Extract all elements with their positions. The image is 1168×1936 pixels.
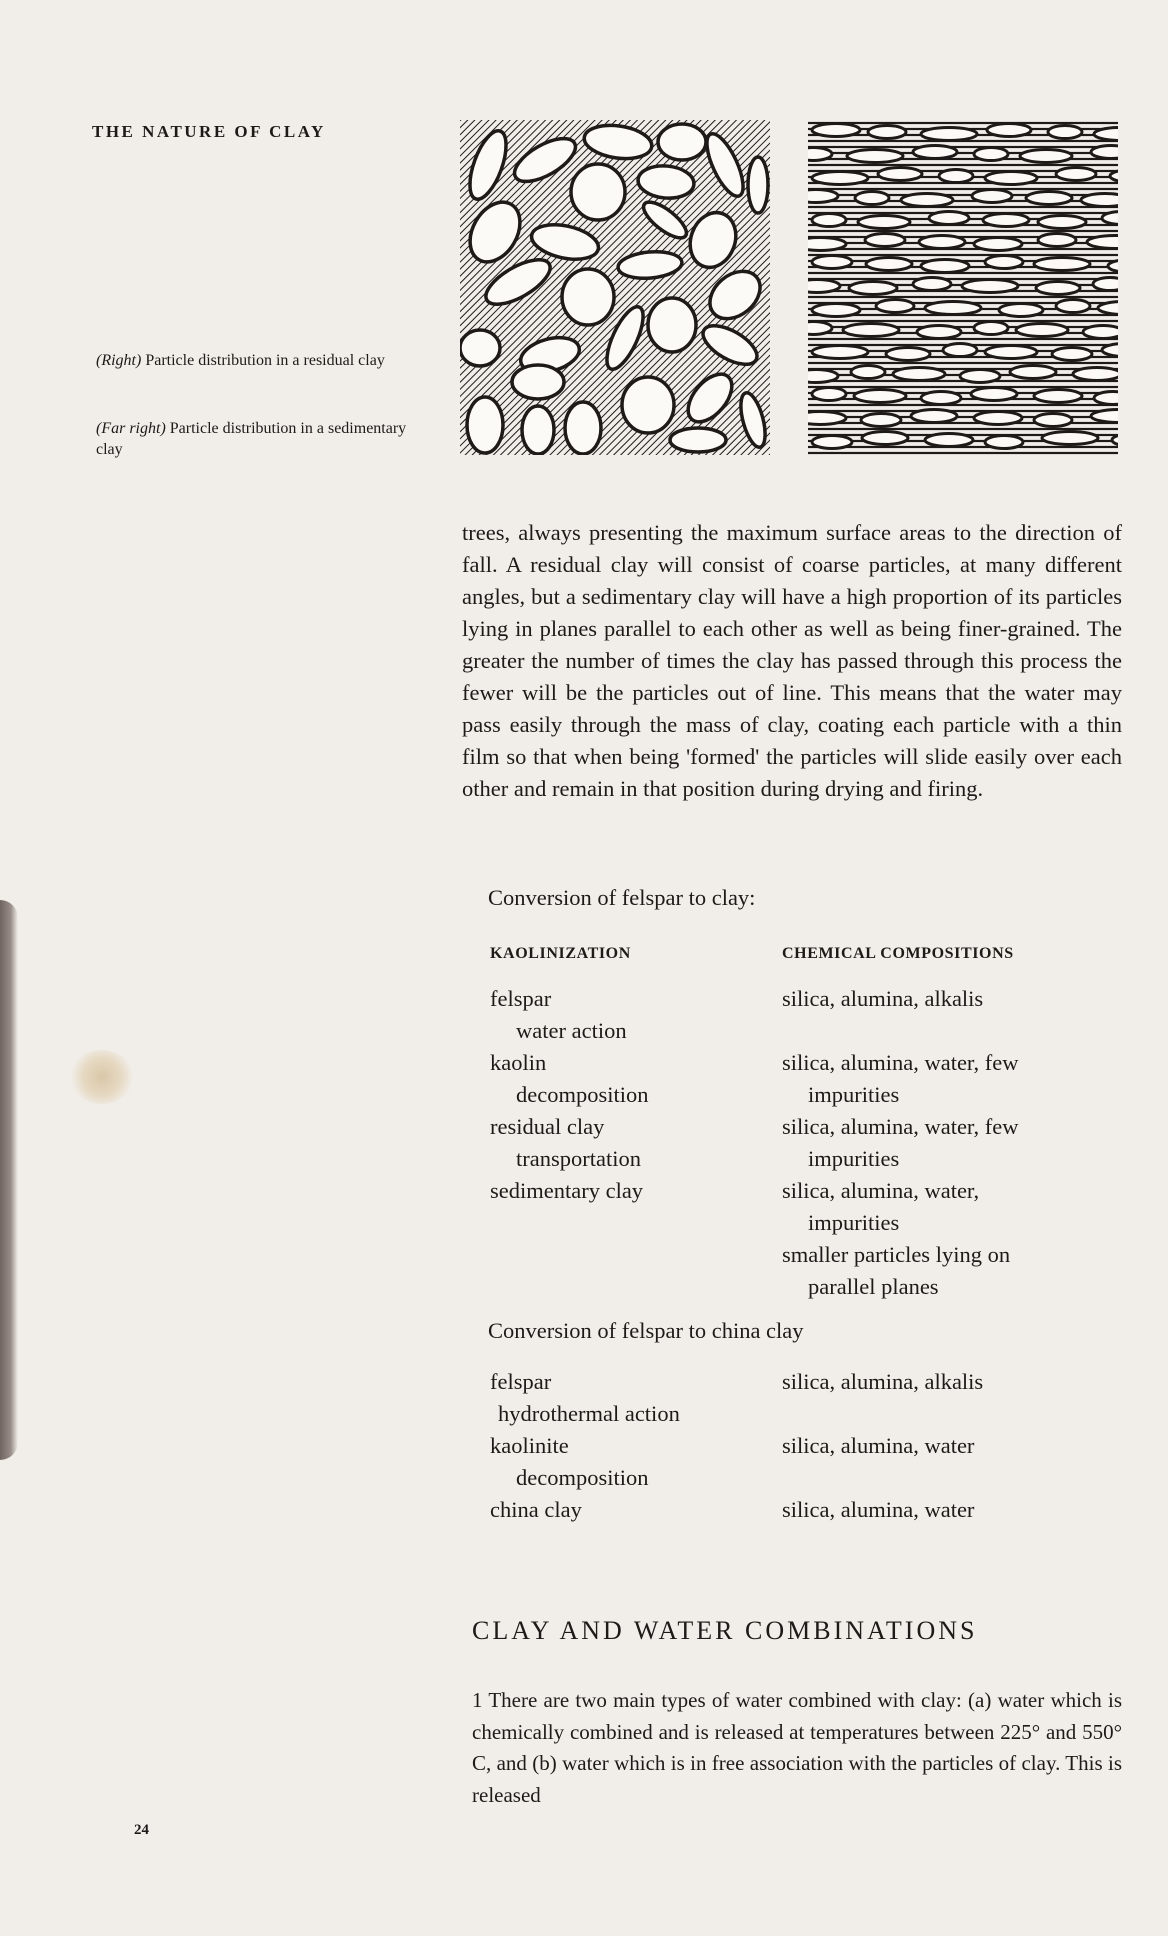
clay-particle xyxy=(999,304,1043,317)
clay-particle xyxy=(962,280,1018,293)
clay-particle xyxy=(808,238,846,251)
clay-particle xyxy=(876,300,914,313)
clay-particle xyxy=(855,192,889,205)
clay-particle xyxy=(943,344,977,357)
table2-left-cell: felspar xyxy=(490,1369,552,1394)
residual-clay-figure xyxy=(460,120,770,455)
clay-particle xyxy=(911,410,957,423)
clay-particle xyxy=(808,370,838,383)
clay-particle xyxy=(913,146,957,159)
clay-particle xyxy=(925,434,973,447)
caption-text: Particle distribution in a residual clay xyxy=(141,352,385,369)
clay-particle xyxy=(925,302,981,315)
clay-particle xyxy=(1052,348,1092,361)
body-text: trees, always presenting the maximum surface areas to the direction of fall. A residual clay will consist of coarse particles, at many different angles, but a sedimentary clay will have a high proportion of its particles lying in planes parallel to each other as well as being finer-grained. The greater the number of times the clay has passed through this process the fewer will be the particles out of line. This means that the water may pass easily through the mass of clay, coating each particle with a thin film so that when being 'formed' the particles will slide easily over each other and remain in that position during drying and firing. xyxy=(462,520,1122,801)
table1-right-cell: impurities xyxy=(808,1210,900,1235)
clay-particle xyxy=(1020,150,1072,163)
table1-right-cell: impurities xyxy=(808,1146,900,1171)
clay-particle xyxy=(1093,278,1118,291)
clay-particle xyxy=(847,150,903,163)
table1-header-left: KAOLINIZATION xyxy=(490,945,631,962)
clay-particle xyxy=(1073,368,1118,381)
table1-title: Conversion of felspar to clay: xyxy=(488,885,756,910)
clay-particle xyxy=(808,190,838,203)
clay-particle xyxy=(1098,302,1118,315)
table1-right-cell: silica, alumina, alkalis xyxy=(782,986,984,1011)
clay-particle xyxy=(866,258,912,271)
clay-particle xyxy=(1102,212,1118,225)
clay-particle xyxy=(921,392,961,405)
table1-right-cell: silica, alumina, water, xyxy=(782,1178,980,1203)
table1-right-cell: smaller particles lying on xyxy=(782,1242,1011,1267)
clay-particle xyxy=(812,304,860,317)
table2-right-cell: silica, alumina, alkalis xyxy=(782,1369,984,1394)
clay-particle xyxy=(917,326,961,339)
section-heading: CLAY AND WATER COMBINATIONS xyxy=(472,1616,978,1645)
table2-title: Conversion of felspar to china clay xyxy=(488,1318,804,1343)
clay-particle xyxy=(843,324,899,337)
table2-right-cell: silica, alumina, water xyxy=(782,1433,975,1458)
clay-particle xyxy=(808,148,832,161)
caption-sedimentary-clay xyxy=(96,418,426,460)
clay-particle xyxy=(878,168,922,181)
caption-label: (Far right) xyxy=(96,420,166,437)
clay-particle xyxy=(1042,432,1098,445)
clay-particle xyxy=(971,388,1017,401)
clay-particle xyxy=(1048,126,1082,139)
clay-particle xyxy=(886,348,930,361)
clay-particle xyxy=(983,214,1029,227)
clay-particle xyxy=(921,128,977,141)
table1-left-cell: water action xyxy=(516,1018,627,1043)
caption-residual-clay xyxy=(96,350,426,371)
clay-particle xyxy=(812,346,868,359)
table1-left-cell: decomposition xyxy=(516,1082,649,1107)
table1-header-right: CHEMICAL COMPOSITIONS xyxy=(782,945,1014,962)
clay-particle xyxy=(861,414,901,427)
clay-particle xyxy=(1026,192,1072,205)
clay-particle xyxy=(1094,392,1118,405)
clay-particle xyxy=(854,390,906,403)
table1-right-cell: parallel planes xyxy=(808,1274,939,1299)
clay-particle xyxy=(974,322,1008,335)
clay-particle xyxy=(862,432,908,445)
clay-particle xyxy=(1034,258,1090,271)
paper-stain xyxy=(70,1050,134,1104)
table2-left-cell: decomposition xyxy=(516,1465,649,1490)
clay-particle xyxy=(921,260,969,273)
table1-right-cell: silica, alumina, water, few xyxy=(782,1050,1019,1075)
clay-particle xyxy=(939,170,973,183)
clay-particle xyxy=(808,322,832,335)
clay-particle xyxy=(1091,410,1118,423)
table2-left-cell: hydrothermal action xyxy=(498,1401,680,1426)
table1-left-cell: kaolin xyxy=(490,1050,547,1075)
clay-particle xyxy=(868,126,906,139)
table1-left-cell: transportation xyxy=(516,1146,641,1171)
clay-particle xyxy=(1083,326,1118,339)
clay-particle xyxy=(1056,168,1096,181)
clay-particle xyxy=(985,346,1037,359)
clay-particle xyxy=(1038,234,1076,247)
clay-particle xyxy=(919,236,965,249)
clay-particle xyxy=(1081,194,1118,207)
table2-left-cell: china clay xyxy=(490,1497,582,1522)
clay-particle xyxy=(987,124,1031,137)
clay-particle xyxy=(812,172,868,185)
clay-particle xyxy=(985,256,1023,269)
clay-particle xyxy=(808,280,840,293)
clay-particle xyxy=(851,366,885,379)
clay-particle xyxy=(1036,282,1080,295)
clay-particle xyxy=(808,412,846,425)
table1-right-cell: silica, alumina, water, few xyxy=(782,1114,1019,1139)
table1-left-cell: residual clay xyxy=(490,1114,605,1139)
clay-particle xyxy=(865,234,905,247)
clay-particle xyxy=(972,190,1012,203)
clay-particle xyxy=(1034,414,1072,427)
clay-particle xyxy=(1087,236,1118,249)
clay-particle xyxy=(812,388,846,401)
table1-left-cell: felspar xyxy=(490,986,552,1011)
page-edge-shadow xyxy=(0,900,18,1460)
clay-particle xyxy=(812,256,852,269)
table2-right-cell: silica, alumina, water xyxy=(782,1497,975,1522)
clay-particle xyxy=(1056,300,1090,313)
clay-particle xyxy=(812,214,846,227)
clay-particle xyxy=(1094,128,1118,141)
clay-particle xyxy=(985,436,1023,449)
clay-particle xyxy=(1091,146,1118,159)
clay-particle xyxy=(1016,324,1068,337)
body-paragraph xyxy=(462,517,1122,805)
clay-particle xyxy=(858,216,910,229)
clay-particle xyxy=(1038,216,1086,229)
clay-particle xyxy=(812,436,852,449)
table1-left-cell: sedimentary clay xyxy=(490,1178,644,1203)
clay-particle xyxy=(1102,344,1118,357)
clay-particle xyxy=(893,368,945,381)
clay-particle xyxy=(812,124,860,137)
caption-label: (Right) xyxy=(96,352,142,369)
section-paragraph: 1 There are two main types of water combined with clay: (a) water which is chemically combined and is released at temperatures between 225° and 550° C, and (b) water which is in free association with the particles of clay. This is released xyxy=(472,1688,1122,1807)
clay-particle xyxy=(1010,366,1056,379)
clay-particle xyxy=(913,278,951,291)
clay-particle xyxy=(929,212,969,225)
caption-text: Particle distribution in a sedimentary clay xyxy=(96,420,407,458)
page-number: 24 xyxy=(134,1822,149,1838)
clay-particle xyxy=(849,282,897,295)
clay-particle xyxy=(985,172,1037,185)
clay-particle xyxy=(974,238,1022,251)
clay-particle xyxy=(1034,390,1082,403)
clay-particle xyxy=(960,370,1000,383)
clay-particle xyxy=(901,194,953,207)
table1-right-cell: impurities xyxy=(808,1082,900,1107)
table2-left-cell: kaolinite xyxy=(490,1433,569,1458)
running-head: THE NATURE OF CLAY xyxy=(92,122,326,141)
clay-particle xyxy=(974,412,1022,425)
sedimentary-clay-figure xyxy=(808,120,1118,455)
clay-particle xyxy=(974,148,1008,161)
